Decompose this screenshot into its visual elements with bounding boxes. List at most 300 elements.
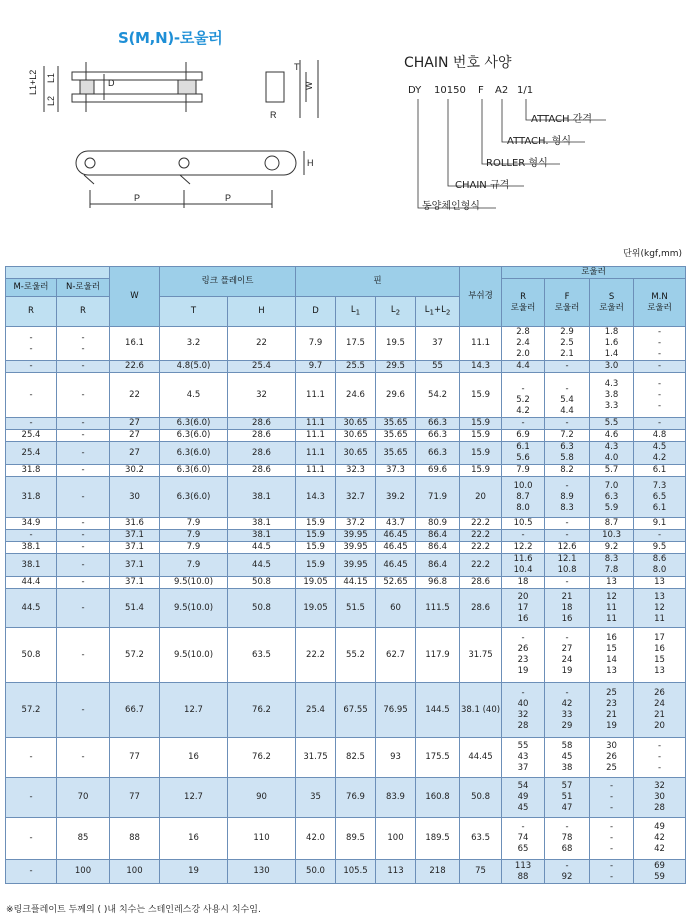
- cell-value: 15.9: [471, 465, 490, 475]
- cell-t: [160, 465, 228, 477]
- cell-h: [228, 361, 296, 373]
- cell-value: -: [609, 781, 614, 791]
- cell-value: 117.9: [425, 649, 450, 660]
- cell-l2: [376, 418, 416, 430]
- table-row: [6, 373, 686, 418]
- cell-m-roller: [6, 430, 57, 442]
- cell-value: 55.2: [346, 649, 365, 660]
- cell-value: -: [609, 803, 614, 813]
- cell-m-roller: [6, 628, 57, 683]
- cell-value: 6.5: [652, 491, 667, 502]
- cell-value: -: [658, 361, 662, 371]
- cell-value: 37.3: [386, 465, 405, 475]
- cell-h: [228, 465, 296, 477]
- cell-bushing: [460, 738, 502, 778]
- cell-l12: [416, 818, 460, 860]
- cell-value: 11: [654, 613, 665, 624]
- cell-value: 5.6: [516, 453, 530, 463]
- code-dy: DY: [408, 85, 422, 96]
- cell-s: [590, 418, 634, 430]
- cell-w: [110, 327, 160, 361]
- cell-value: 14.3: [306, 491, 325, 502]
- cell-value: 43.7: [386, 518, 405, 528]
- cell-r: [502, 818, 545, 860]
- cell-value: 76.2: [252, 704, 271, 715]
- cell-l2: [376, 327, 416, 361]
- cell-l2: [376, 430, 416, 442]
- cell-value: 8.2: [560, 465, 574, 475]
- cell-l1: [336, 477, 376, 518]
- cell-value: 45: [561, 752, 573, 762]
- cell-l12: [416, 373, 460, 418]
- cell-value: 32.3: [346, 465, 365, 475]
- cell-f: [545, 589, 590, 628]
- cell-l2: [376, 628, 416, 683]
- cell-value: 77: [129, 752, 140, 762]
- code-ratio: 1/1: [517, 85, 534, 96]
- cell-mn: [634, 778, 686, 818]
- cell-l1: [336, 465, 376, 477]
- cell-r: [502, 442, 545, 465]
- cell-value: 31.75: [468, 649, 493, 660]
- cell-l12: [416, 530, 460, 542]
- header-n-roller: N-로울러: [57, 279, 110, 297]
- cell-r: [502, 477, 545, 518]
- cell-value: 32.7: [346, 491, 365, 502]
- cell-w: [110, 860, 160, 884]
- cell-l12: [416, 477, 460, 518]
- cell-value: 38.1: [21, 559, 41, 570]
- cell-value: 31.8: [21, 491, 41, 502]
- cell-value: 6.1: [516, 442, 530, 452]
- cell-s: [590, 589, 634, 628]
- cell-value: -: [81, 465, 85, 475]
- cell-value: 5.5: [604, 418, 619, 428]
- cell-value: 30: [129, 491, 140, 502]
- cell-w: [110, 683, 160, 738]
- header-roller: 로울러: [502, 267, 686, 279]
- cell-value: 54: [517, 781, 529, 791]
- cell-value: 8.3: [560, 502, 574, 513]
- cell-bushing: [460, 361, 502, 373]
- cell-value: 27: [129, 447, 140, 458]
- cell-bushing: [460, 373, 502, 418]
- cell-d: [296, 518, 336, 530]
- cell-value: 47: [561, 803, 573, 813]
- cell-f: [545, 418, 590, 430]
- cell-value: 4.4: [516, 361, 530, 371]
- cell-value: 29.5: [386, 361, 405, 371]
- cell-value: 59: [654, 871, 665, 882]
- cell-m-roller: [6, 373, 57, 418]
- cell-bushing: [460, 577, 502, 589]
- cell-w: [110, 554, 160, 577]
- header-h: H: [228, 297, 296, 327]
- cell-value: 2.1: [560, 349, 574, 359]
- table-row: [6, 530, 686, 542]
- cell-mn: [634, 589, 686, 628]
- cell-value: 6.1: [652, 502, 667, 513]
- cell-value: 26: [606, 752, 617, 762]
- cell-value: -: [521, 384, 525, 394]
- cell-n-roller: [57, 683, 110, 738]
- cell-h: [228, 373, 296, 418]
- header-n-r: R: [57, 297, 110, 327]
- cell-w: [110, 361, 160, 373]
- table-row: [6, 577, 686, 589]
- cell-value: -: [81, 577, 85, 587]
- cell-value: -: [521, 530, 525, 540]
- label-t: T: [294, 62, 300, 72]
- cell-value: 37: [432, 338, 443, 348]
- cell-value: 9.5(10.0): [173, 649, 214, 660]
- cell-f: [545, 477, 590, 518]
- table-row: [6, 477, 686, 518]
- cell-value: 69: [654, 860, 665, 871]
- cell-value: 23: [606, 699, 617, 709]
- cell-value: -: [565, 822, 569, 832]
- cell-value: 76.95: [383, 704, 408, 715]
- cell-n-roller: [57, 542, 110, 554]
- cell-value: 28.6: [471, 577, 490, 587]
- cell-d: [296, 589, 336, 628]
- cell-t: [160, 418, 228, 430]
- cell-value: 100: [74, 866, 92, 876]
- cell-value: 19.05: [303, 577, 328, 587]
- cell-n-roller: [57, 430, 110, 442]
- cell-value: 22.2: [471, 559, 490, 570]
- label-w: W: [304, 81, 314, 90]
- cell-value: 38.1: [252, 491, 271, 502]
- cell-bushing: [460, 430, 502, 442]
- cell-m-roller: [6, 860, 57, 884]
- cell-value: 49: [654, 822, 665, 832]
- cell-r: [502, 778, 545, 818]
- cell-h: [228, 778, 296, 818]
- cell-value: 37: [517, 763, 529, 773]
- cell-s: [590, 554, 634, 577]
- cell-f: [545, 530, 590, 542]
- cell-value: 6.3(6.0): [176, 447, 211, 458]
- cell-value: 11.1: [306, 389, 325, 400]
- cell-value: 28: [654, 803, 665, 813]
- cell-value: 10.5: [513, 518, 533, 528]
- cell-value: 29: [561, 721, 573, 731]
- cell-bushing: [460, 860, 502, 884]
- cell-value: 25: [606, 688, 617, 698]
- cell-l1: [336, 442, 376, 465]
- cell-m-roller: [6, 418, 57, 430]
- cell-l12: [416, 683, 460, 738]
- cell-value: -: [81, 518, 85, 528]
- cell-value: -: [658, 763, 662, 773]
- cell-value: 20: [517, 591, 529, 602]
- cell-value: 42: [654, 833, 665, 843]
- table-row: [6, 518, 686, 530]
- cell-r: [502, 628, 545, 683]
- cell-value: -: [521, 418, 525, 428]
- cell-value: 38.1: [21, 542, 41, 552]
- cell-value: 96.8: [428, 577, 447, 587]
- cell-value: -: [29, 332, 33, 343]
- cell-bushing: [460, 327, 502, 361]
- cell-value: 33: [561, 710, 573, 720]
- cell-value: 28.6: [252, 418, 271, 428]
- cell-l12: [416, 860, 460, 884]
- cell-value: 11.1: [306, 430, 325, 440]
- cell-n-roller: [57, 589, 110, 628]
- cell-value: -: [658, 741, 662, 751]
- cell-value: 5.7: [604, 465, 619, 475]
- cell-mn: [634, 373, 686, 418]
- cell-value: 25.5: [346, 361, 365, 371]
- cell-r: [502, 683, 545, 738]
- cell-value: 7.9: [516, 465, 530, 475]
- cell-value: -: [81, 752, 85, 762]
- cell-value: 4.5: [652, 442, 667, 452]
- cell-value: 93: [390, 752, 401, 762]
- cell-f: [545, 554, 590, 577]
- cell-mn: [634, 554, 686, 577]
- cell-value: 7.9: [186, 542, 201, 552]
- cell-t: [160, 430, 228, 442]
- cell-value: -: [29, 343, 33, 354]
- cell-value: 38.1: [252, 518, 271, 528]
- cell-bushing: [460, 518, 502, 530]
- cell-w: [110, 530, 160, 542]
- cell-m-roller: [6, 477, 57, 518]
- cell-value: 2.4: [516, 338, 530, 348]
- cell-value: -: [81, 430, 85, 440]
- cell-l2: [376, 683, 416, 738]
- cell-value: 37.1: [125, 542, 144, 552]
- cell-value: -: [658, 378, 662, 389]
- cell-value: 8.7: [516, 491, 530, 502]
- cell-w: [110, 818, 160, 860]
- cell-n-roller: [57, 373, 110, 418]
- cell-f: [545, 430, 590, 442]
- cell-l2: [376, 518, 416, 530]
- cell-l2: [376, 778, 416, 818]
- cell-value: 21: [654, 710, 665, 720]
- cell-value: 16: [561, 613, 573, 624]
- table-row: [6, 442, 686, 465]
- cell-n-roller: [57, 860, 110, 884]
- cell-value: 9.5(10.0): [173, 602, 214, 613]
- cell-value: 17: [517, 602, 529, 613]
- cell-w: [110, 518, 160, 530]
- cell-m-roller: [6, 778, 57, 818]
- cell-m-roller: [6, 554, 57, 577]
- cell-value: 55: [517, 741, 529, 751]
- cell-r: [502, 589, 545, 628]
- cell-value: 22: [129, 389, 140, 400]
- cell-value: 130: [253, 866, 270, 876]
- cell-value: 4.6: [604, 430, 619, 440]
- cell-value: 15: [606, 644, 617, 654]
- cell-value: -: [609, 833, 614, 843]
- cell-s: [590, 327, 634, 361]
- cell-value: 42.0: [306, 833, 325, 843]
- cell-value: -: [521, 822, 525, 832]
- cell-value: 37.2: [346, 518, 365, 528]
- cell-l12: [416, 554, 460, 577]
- cell-mn: [634, 738, 686, 778]
- cell-m-roller: [6, 530, 57, 542]
- page-title: S(M,N)-로울러: [118, 29, 223, 47]
- cell-value: 25.4: [21, 430, 41, 440]
- cell-bushing: [460, 465, 502, 477]
- label-roller-type: ROLLER 형식: [486, 158, 548, 169]
- cell-value: 15.9: [306, 542, 325, 552]
- cell-value: 39.95: [343, 559, 368, 570]
- cell-s: [590, 778, 634, 818]
- cell-value: 100: [387, 833, 404, 843]
- cell-n-roller: [57, 778, 110, 818]
- cell-value: -: [81, 530, 85, 540]
- cell-bushing: [460, 477, 502, 518]
- cell-value: 50.8: [252, 577, 271, 587]
- header-r-roller: R 로울러: [502, 279, 545, 327]
- cell-value: 63.5: [252, 649, 271, 660]
- cell-value: 21: [606, 710, 617, 720]
- cell-l12: [416, 628, 460, 683]
- cell-value: 44.5: [252, 542, 271, 552]
- cell-value: 14.3: [471, 361, 490, 371]
- cell-value: 7.2: [560, 430, 574, 440]
- cell-value: -: [565, 530, 569, 540]
- cell-value: -: [658, 400, 662, 411]
- cell-value: 15.9: [471, 447, 490, 458]
- cell-value: 43: [517, 752, 529, 762]
- cell-value: 19.05: [303, 602, 328, 613]
- cell-l1: [336, 361, 376, 373]
- cell-value: 30.65: [343, 447, 368, 458]
- cell-value: 3.0: [604, 361, 619, 371]
- cell-r: [502, 577, 545, 589]
- cell-d: [296, 683, 336, 738]
- cell-value: 13: [654, 577, 665, 587]
- cell-value: 39.95: [343, 542, 368, 552]
- cell-value: 25: [606, 763, 617, 773]
- cell-h: [228, 738, 296, 778]
- cell-value: 15.9: [306, 518, 325, 528]
- cell-value: 19: [561, 666, 573, 676]
- cell-value: 11: [606, 613, 617, 624]
- cell-value: 39.95: [343, 530, 368, 540]
- code-a2: A2: [495, 85, 509, 96]
- cell-value: -: [658, 327, 662, 337]
- cell-value: 2.5: [560, 338, 574, 348]
- cell-value: 7.9: [186, 518, 201, 528]
- header-m-r: R: [6, 297, 57, 327]
- cell-value: 30.65: [343, 430, 368, 440]
- cell-value: 10.4: [513, 565, 533, 575]
- cell-value: 26: [654, 688, 665, 698]
- cell-n-roller: [57, 465, 110, 477]
- cell-value: 11: [606, 602, 617, 613]
- cell-l2: [376, 373, 416, 418]
- cell-value: 6.1: [652, 465, 667, 475]
- cell-s: [590, 465, 634, 477]
- table-row: [6, 542, 686, 554]
- cell-s: [590, 860, 634, 884]
- cell-value: 92: [561, 871, 573, 882]
- cell-value: 113: [514, 860, 532, 871]
- cell-value: 15.9: [306, 530, 325, 540]
- cell-value: 16: [188, 833, 199, 843]
- cell-n-roller: [57, 530, 110, 542]
- cell-r: [502, 542, 545, 554]
- cell-value: -: [658, 418, 662, 428]
- cell-value: 54.2: [428, 389, 447, 400]
- cell-value: 2.0: [516, 349, 530, 359]
- cell-d: [296, 477, 336, 518]
- cell-value: 12: [606, 591, 617, 602]
- label-chain-spec: CHAIN 규격: [455, 180, 510, 191]
- cell-l12: [416, 465, 460, 477]
- cell-value: -: [565, 384, 569, 394]
- cell-value: 12.2: [513, 542, 533, 552]
- cell-t: [160, 518, 228, 530]
- cell-l1: [336, 818, 376, 860]
- cell-r: [502, 518, 545, 530]
- cell-value: 4.0: [604, 453, 619, 463]
- cell-value: 75: [475, 866, 486, 876]
- cell-mn: [634, 628, 686, 683]
- cell-m-roller: [6, 818, 57, 860]
- cell-s: [590, 577, 634, 589]
- cell-bushing: [460, 530, 502, 542]
- cell-value: 4.2: [652, 453, 667, 463]
- table-row: [6, 430, 686, 442]
- cell-value: 12.7: [184, 704, 203, 715]
- cell-n-roller: [57, 818, 110, 860]
- cell-value: 66.3: [428, 447, 447, 458]
- cell-mn: [634, 860, 686, 884]
- cell-value: 40: [517, 699, 529, 709]
- cell-l1: [336, 554, 376, 577]
- cell-value: 32: [654, 781, 665, 791]
- cell-value: 6.3(6.0): [176, 491, 211, 502]
- cell-l2: [376, 589, 416, 628]
- header-l2: $L_2$: [376, 297, 416, 327]
- cell-value: 17.5: [346, 338, 365, 348]
- cell-value: 19: [606, 721, 617, 731]
- cell-l2: [376, 477, 416, 518]
- cell-value: 6.3(6.0): [176, 465, 211, 475]
- cell-l12: [416, 430, 460, 442]
- cell-r: [502, 373, 545, 418]
- cell-value: 63.5: [471, 833, 490, 843]
- cell-d: [296, 465, 336, 477]
- table-row: [6, 554, 686, 577]
- cell-h: [228, 589, 296, 628]
- cell-t: [160, 818, 228, 860]
- cell-value: -: [29, 361, 33, 371]
- cell-n-roller: [57, 577, 110, 589]
- cell-value: -: [521, 688, 525, 698]
- cell-value: 10.0: [513, 480, 533, 491]
- cell-m-roller: [6, 683, 57, 738]
- cell-t: [160, 530, 228, 542]
- cell-value: 58: [561, 741, 573, 751]
- cell-value: -: [81, 343, 85, 354]
- cell-t: [160, 373, 228, 418]
- cell-value: 218: [429, 866, 446, 876]
- cell-d: [296, 373, 336, 418]
- cell-value: 32: [517, 710, 529, 720]
